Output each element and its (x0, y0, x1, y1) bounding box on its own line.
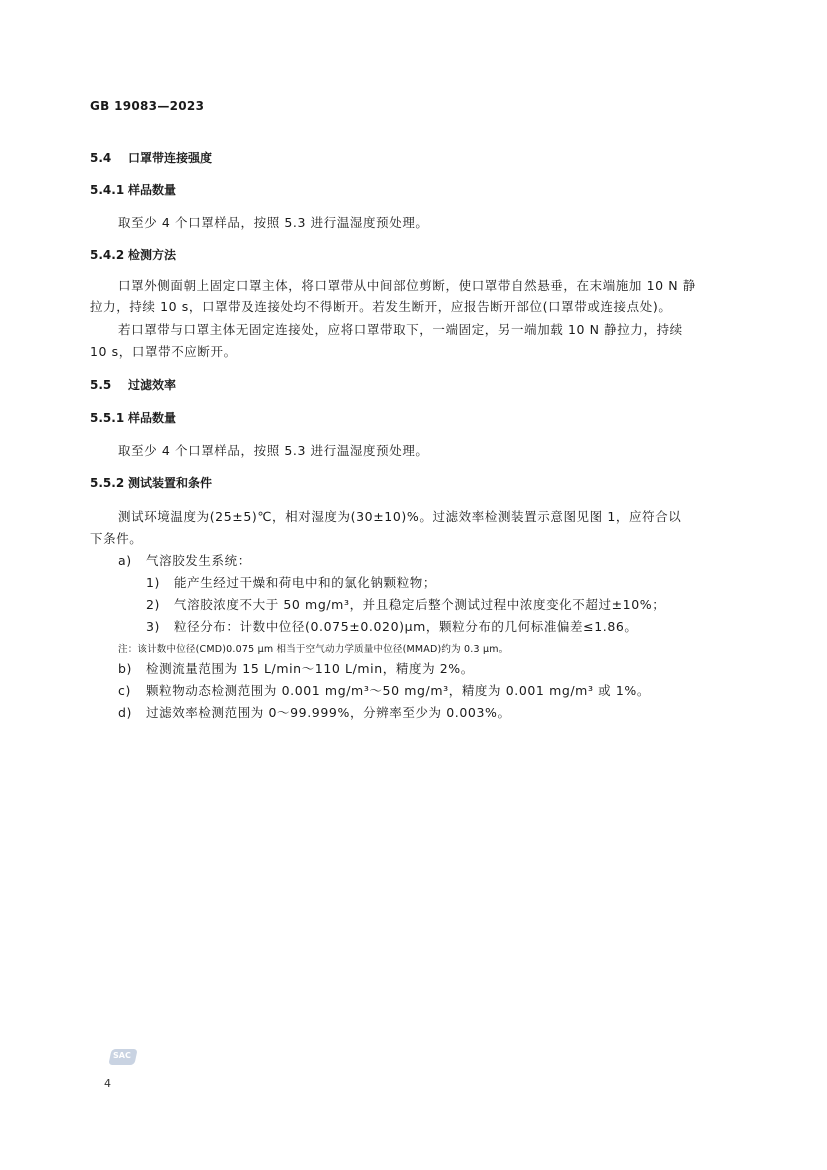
section-number: 5.4.1 (90, 183, 125, 197)
list-label: d) (118, 705, 133, 720)
section-5-4-2-heading (90, 246, 176, 263)
list-label: a) (118, 553, 132, 568)
page-number: 4 (104, 1077, 111, 1090)
list-item-c (118, 681, 650, 699)
paragraph-5-4-1: 取至少 4 个口罩样品，按照 5.3 进行温湿度预处理。 (118, 215, 429, 230)
paragraph-5-4-2-a-line1: 口罩外侧面朝上固定口罩主体，将口罩带从中间部位剪断，使口罩带自然悬垂，在末端施加 10 N 静 (118, 278, 696, 293)
section-5-5-heading (90, 376, 176, 393)
section-number: 5.4 (90, 151, 112, 165)
list-label: 3) (146, 619, 161, 634)
section-5-4-1-heading (90, 181, 176, 198)
list-text: 气溶胶发生系统： (146, 553, 251, 568)
list-label: 1) (146, 575, 161, 590)
list-label: b) (118, 661, 133, 676)
list-item-a-1 (146, 573, 436, 591)
section-title: 测试装置和条件 (128, 476, 213, 490)
list-item-b (118, 659, 474, 677)
sac-logo-text: SAC (113, 1051, 131, 1060)
section-number: 5.5 (90, 378, 112, 392)
list-label: c) (118, 683, 131, 698)
standard-number: GB 19083—2023 (90, 99, 205, 113)
list-text: 能产生经过干燥和荷电中和的氯化钠颗粒物； (174, 575, 437, 590)
section-number: 5.4.2 (90, 248, 125, 262)
list-text: 检测流量范围为 15 L/min～110 L/min，精度为 2%。 (146, 661, 474, 676)
list-item-a-3 (146, 617, 638, 635)
section-title: 检测方法 (128, 248, 177, 262)
paragraph-5-5-2-line2: 下条件。 (90, 531, 143, 546)
section-title: 口罩带连接强度 (128, 151, 213, 165)
paragraph-5-5-1: 取至少 4 个口罩样品，按照 5.3 进行温湿度预处理。 (118, 443, 429, 458)
section-title: 样品数量 (128, 183, 177, 197)
list-label: 2) (146, 597, 161, 612)
paragraph-5-4-2-b-line2: 10 s，口罩带不应断开。 (90, 344, 237, 359)
note: 注：该计数中位径(CMD)0.075 μm 相当于空气动力学质量中位径(MMAD)约为 0.3 μm。 (118, 644, 509, 655)
list-text: 气溶胶浓度不大于 50 mg/m³，并且稳定后整个测试过程中浓度变化不超过±10%； (174, 597, 666, 612)
list-item-a (118, 551, 251, 569)
section-title: 样品数量 (128, 411, 177, 425)
section-number: 5.5.2 (90, 476, 125, 490)
list-text: 过滤效率检测范围为 0～99.999%，分辨率至少为 0.003%。 (146, 705, 511, 720)
paragraph-5-4-2-b-line1: 若口罩带与口罩主体无固定连接处，应将口罩带取下，一端固定，另一端加载 10 N 静拉力，持续 (118, 322, 683, 337)
list-item-d (118, 703, 511, 721)
section-number: 5.5.1 (90, 411, 125, 425)
section-5-4-heading (90, 149, 212, 166)
list-text: 粒径分布：计数中位径(0.075±0.020)μm，颗粒分布的几何标准偏差≤1.86。 (174, 619, 638, 634)
paragraph-5-4-2-a-line2: 拉力，持续 10 s，口罩带及连接处均不得断开。若发生断开，应报告断开部位(口罩带或连接点处)。 (90, 299, 672, 314)
paragraph-5-5-2-line1: 测试环境温度为(25±5)℃，相对湿度为(30±10)%。过滤效率检测装置示意图见图 1，应符合以 (118, 509, 682, 524)
section-5-5-1-heading (90, 409, 176, 426)
section-title: 过滤效率 (128, 378, 177, 392)
list-item-a-2 (146, 595, 665, 613)
list-text: 颗粒物动态检测范围为 0.001 mg/m³～50 mg/m³，精度为 0.001 mg/m³ 或 1%。 (146, 683, 650, 698)
section-5-5-2-heading (90, 474, 212, 491)
